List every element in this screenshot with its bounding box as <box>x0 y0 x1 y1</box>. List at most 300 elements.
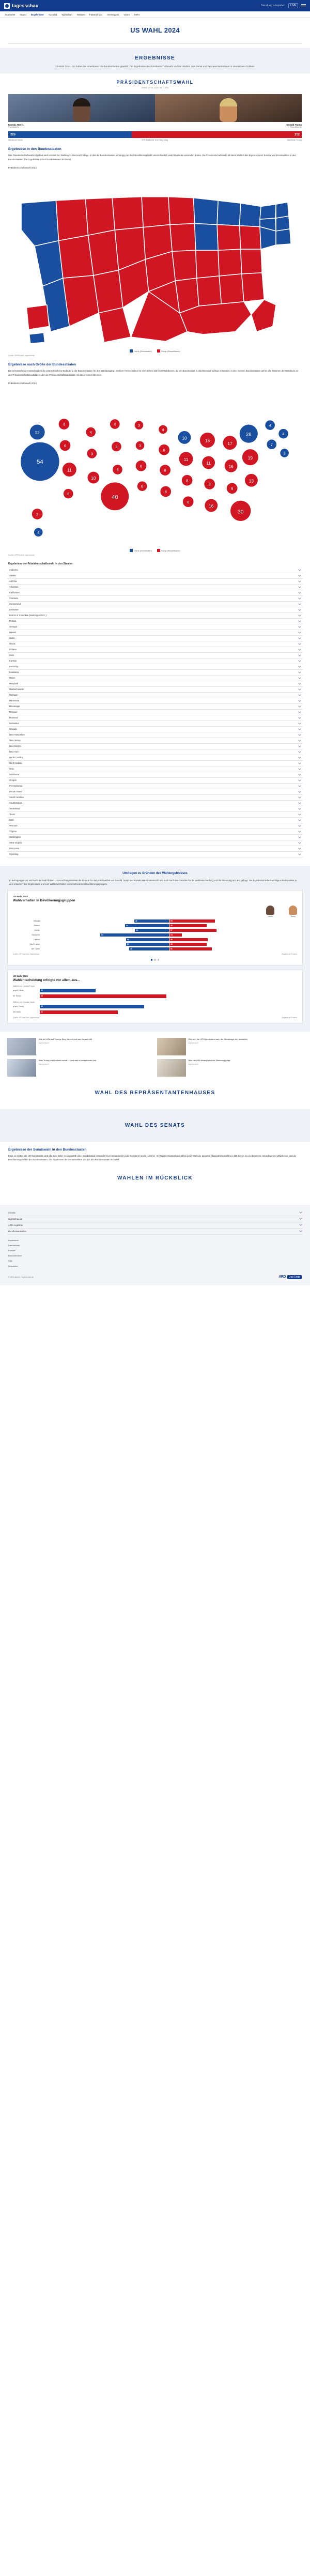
state-accordion-label: Delaware <box>9 608 19 611</box>
results-band <box>0 48 310 74</box>
chevron-down-icon <box>298 659 301 662</box>
state-accordion-item[interactable] <box>7 829 303 835</box>
state-accordion-label: Maryland <box>9 682 19 685</box>
teaser-item[interactable] <box>157 1059 303 1077</box>
das-erste-label: Das Erste <box>287 1275 302 1279</box>
group-value-harris: 52 <box>127 943 129 946</box>
mini-name-trump: Trump <box>290 915 296 918</box>
footer-accordion-item[interactable] <box>7 1229 303 1235</box>
tagesschau-logo-icon <box>4 3 10 9</box>
carousel-dot-1[interactable] <box>151 959 153 961</box>
state-accordion-item[interactable] <box>7 749 303 755</box>
state-accordion-label: Mississippi <box>9 705 20 708</box>
survey-card-motivation-eyebrow: US-Wahl 2024 <box>13 974 28 977</box>
state-accordion-label: Wisconsin <box>9 847 20 850</box>
motivation-bar-row <box>13 989 297 992</box>
chevron-down-icon <box>298 687 301 691</box>
survey-card-groups-title: Wahlverhalten in Bevölkerungsgruppen <box>13 899 75 903</box>
group-label: 65+ Jahre <box>31 948 40 950</box>
state-accordion-item[interactable] <box>7 738 303 744</box>
svg-text:8: 8 <box>164 468 166 473</box>
state-accordion-label: Ohio <box>9 768 14 771</box>
map2-legend <box>0 547 310 552</box>
group-label: Männer <box>33 920 40 923</box>
motivation-bar: 30 <box>40 989 96 992</box>
footer-link[interactable]: Kontakt <box>8 1249 16 1252</box>
motivation-chart-harris <box>13 1005 297 1014</box>
footer-accordion <box>0 1210 310 1235</box>
state-accordion-item[interactable] <box>7 732 303 738</box>
state-accordion-label: Texas <box>9 813 15 816</box>
state-accordion-label: Arkansas <box>9 586 19 589</box>
chevron-down-icon <box>299 1211 302 1214</box>
motivation-subhead-2: Wähler von Kamala Harris <box>13 1001 35 1003</box>
chevron-down-icon <box>298 767 301 770</box>
chevron-down-icon <box>298 722 301 725</box>
state-accordion-item[interactable] <box>7 801 303 806</box>
survey-card-motivation-title: Wahlentscheidung erfolgte vor allem aus... <box>13 978 80 982</box>
state-accordion-item[interactable] <box>7 727 303 732</box>
svg-text:11: 11 <box>206 461 211 466</box>
carousel-dot-2[interactable] <box>154 959 156 961</box>
state-accordion-item[interactable] <box>7 812 303 818</box>
chevron-down-icon <box>298 756 301 759</box>
state-accordion-label: Wyoming <box>9 853 19 856</box>
map2-legend-harris: Harris (Demokraten) <box>130 549 151 552</box>
motivation-bar: 56 <box>40 1005 144 1008</box>
motivation-bar-row <box>13 994 297 998</box>
state-accordion-item[interactable] <box>7 710 303 715</box>
chevron-down-icon <box>298 665 301 668</box>
svg-text:4: 4 <box>114 422 116 427</box>
state-accordion-label: South Dakota <box>9 802 23 805</box>
footer-bottom <box>0 1270 310 1285</box>
chevron-down-icon <box>298 784 301 787</box>
svg-text:16: 16 <box>228 464 234 469</box>
chevron-down-icon <box>298 807 301 810</box>
svg-text:11: 11 <box>67 468 72 473</box>
electoral-legend-center: 270 Wahlleute zum Sieg nötig <box>142 139 168 142</box>
chevron-down-icon <box>298 744 301 747</box>
state-accordion-item[interactable] <box>7 784 303 789</box>
chevron-down-icon <box>298 790 301 793</box>
state-accordion-item[interactable] <box>7 721 303 727</box>
senate-states-heading: Ergebnisse der Senatswahl in den Bundesstaaten <box>8 1147 87 1152</box>
state-accordion-label: Maine <box>9 677 16 680</box>
hamburger-menu-icon[interactable] <box>301 4 306 7</box>
nav-item-faktenfinder[interactable]: Faktenfinder <box>89 13 103 16</box>
groups-chart <box>13 919 297 950</box>
state-accordion-label: New Jersey <box>9 739 21 742</box>
nav-item-inland[interactable]: Inland <box>20 13 26 16</box>
group-bar-row <box>13 943 297 946</box>
nav-item-ergebnisse[interactable]: Ergebnisse <box>30 13 44 16</box>
mini-name-harris: Harris <box>268 915 273 918</box>
footer-link[interactable]: Impressum <box>8 1238 19 1241</box>
chevron-down-icon <box>298 579 301 582</box>
footer-accordion-label: tagesschau.de <box>8 1217 23 1220</box>
teaser-text: Was die USA bewegt und die Stimmung prägt <box>188 1059 230 1062</box>
svg-text:30: 30 <box>237 509 244 515</box>
electoral-bar-harris: 226 <box>8 131 132 138</box>
state-accordion-item[interactable] <box>7 806 303 812</box>
state-accordion-label: Hawaii <box>9 631 16 634</box>
motivation-label: für Harris <box>13 1011 21 1014</box>
electoral-legend-right: Wahlleute Trump <box>287 139 302 142</box>
state-accordion-item[interactable] <box>7 568 303 573</box>
state-accordion-label: New Hampshire <box>9 733 25 737</box>
chevron-down-icon <box>298 676 301 679</box>
teaser-meta: tagesschau24 <box>188 1041 199 1044</box>
live-button[interactable]: LIVE <box>288 3 298 8</box>
state-accordion-label: Oklahoma <box>9 773 20 776</box>
map1-caption: Quelle: AP/Reuters, tagesschau <box>8 355 35 357</box>
group-label: Weiße <box>34 929 40 932</box>
teaser-item[interactable] <box>157 1038 303 1055</box>
footer-link[interactable]: Hilfe <box>8 1259 13 1262</box>
group-bars <box>41 919 297 923</box>
state-accordion-label: Washington <box>9 836 21 839</box>
footer-link[interactable]: Datenschutz <box>8 1244 20 1247</box>
map1-legend-harris: Harris (Demokraten) <box>130 349 151 352</box>
chevron-down-icon <box>298 636 301 639</box>
state-accordion-item[interactable] <box>7 715 303 721</box>
states-intro-text: Das Präsidentschaftswahl-Ergebnis wird ermittelt am Wahltag in Electoral College. In das die Bundesstaaten abhängig von ihrer Bevölkerungszahl unterschiedlich viele Wahlleute entsenden dürfen. Die Präsidentschaftswahl ist damit letztlich das Ergebnis einer Summe von Einzelwahlen in den Bundesstaaten. Die Ergebnisse in den Bundesstaaten im Detail. <box>8 154 296 161</box>
svg-text:12: 12 <box>35 431 40 436</box>
state-accordion-item[interactable] <box>7 818 303 823</box>
svg-text:8: 8 <box>186 478 189 483</box>
teaser-item[interactable] <box>7 1059 153 1077</box>
states-intro-block <box>0 141 310 161</box>
state-accordion-item[interactable] <box>7 846 303 852</box>
svg-text:6: 6 <box>116 467 119 472</box>
group-bars <box>41 943 297 946</box>
electoral-legend-left: Wahlleute Harris <box>8 139 23 142</box>
chevron-down-icon <box>298 830 301 833</box>
state-accordion-item[interactable] <box>7 636 303 641</box>
state-accordion-item[interactable] <box>7 670 303 676</box>
svg-text:4: 4 <box>63 422 65 427</box>
carousel-dot-3[interactable] <box>158 959 160 961</box>
state-accordion-item[interactable] <box>7 676 303 681</box>
ard-label: ARD <box>278 1275 286 1279</box>
chevron-down-icon <box>298 670 301 673</box>
svg-text:3: 3 <box>138 443 142 449</box>
state-accordion-item[interactable] <box>7 590 303 596</box>
bubble-map-svg <box>5 387 305 547</box>
state-accordion-item[interactable] <box>7 613 303 619</box>
chevron-down-icon <box>298 614 301 617</box>
state-accordion-label: Virginia <box>9 830 17 833</box>
state-accordion-label: Michigan <box>9 694 18 697</box>
state-accordion-item[interactable] <box>7 607 303 613</box>
chevron-down-icon <box>298 835 301 838</box>
chevron-down-icon <box>298 602 301 605</box>
state-accordion-item[interactable] <box>7 653 303 658</box>
state-accordion-label: Kentucky <box>9 665 19 668</box>
footer-accordion-item[interactable] <box>7 1222 303 1229</box>
motivation-label: für Trump <box>13 995 21 998</box>
chevron-down-icon <box>298 750 301 753</box>
chevron-down-icon <box>299 1223 302 1226</box>
mini-portrait-trump <box>289 906 297 918</box>
group-value-harris: 48 <box>130 948 132 950</box>
state-accordion-label: Utah <box>9 819 14 822</box>
group-bar-row <box>13 929 297 932</box>
nav-item-wissen[interactable]: Wissen <box>76 13 85 16</box>
chevron-down-icon <box>298 841 301 844</box>
chevron-down-icon <box>298 568 301 571</box>
chevron-down-icon <box>299 1217 302 1220</box>
svg-text:3: 3 <box>115 444 118 450</box>
footer-accordion-label: Service <box>8 1211 16 1214</box>
state-accordion-item[interactable] <box>7 693 303 698</box>
electoral-vote-bar <box>8 131 302 141</box>
footer-link[interactable]: Barrierefreiheit <box>8 1254 22 1257</box>
chevron-down-icon <box>298 608 301 611</box>
surveys-section <box>0 866 310 1032</box>
footer-accordion-item[interactable] <box>7 1210 303 1216</box>
state-accordion-label: Massachusetts <box>9 688 24 691</box>
state-accordion-item[interactable] <box>7 596 303 602</box>
map1-legend-trump: Trump (Republikaner) <box>157 349 180 352</box>
motivation-label: gegen Trump <box>13 1005 24 1008</box>
state-accordion-item[interactable] <box>7 624 303 630</box>
state-accordion-item[interactable] <box>7 647 303 653</box>
svg-text:8: 8 <box>164 489 167 495</box>
chevron-down-icon <box>298 648 301 651</box>
senate-states-block <box>0 1142 310 1162</box>
state-accordion-label: New York <box>9 750 19 754</box>
chevron-down-icon <box>298 596 301 600</box>
nav-item-mehr[interactable]: Mehr <box>134 13 140 16</box>
page-hero <box>0 18 310 39</box>
svg-text:4: 4 <box>269 423 271 428</box>
motivation-label: gegen Harris <box>13 989 24 992</box>
state-accordion-item[interactable] <box>7 641 303 647</box>
state-accordion-label: Connecticut <box>9 603 21 606</box>
nav-item-investigativ[interactable]: Investigativ <box>107 13 119 16</box>
map2-title: Präsidentschaftswahl 2024 <box>8 382 37 385</box>
state-accordion-label: Montana <box>9 716 18 719</box>
state-accordion-item[interactable] <box>7 744 303 749</box>
survey-card-motivation-source: Quelle: AP VoteCast / tagesschau <box>13 1016 39 1019</box>
motivation-bar-row <box>13 1005 297 1008</box>
group-value-trump: 51 <box>171 948 173 950</box>
divider <box>8 43 302 44</box>
chevron-down-icon <box>298 818 301 821</box>
survey-card-motivation-unit: Angaben in Prozent <box>282 1016 297 1019</box>
group-value-harris: 42 <box>135 920 137 923</box>
group-label: 18-29 Jahre <box>29 943 40 946</box>
presidential-timestamp: Stand: 07.01.2025, 08:11 Uhr <box>141 86 169 89</box>
svg-text:4: 4 <box>37 530 40 535</box>
footer-accordion-item[interactable] <box>7 1216 303 1222</box>
house-band <box>0 1077 310 1109</box>
surveys-title: Umfragen zu Gründen des Wahlergebnisses <box>122 871 188 875</box>
teaser-thumbnail <box>7 1038 36 1055</box>
surveys-intro: In Befragungen vor und nach der Wahl haben US-Forschungsinstitute die Gründe für das Abschneiden von Donald Trump und Kamala Harris untersucht und auch nach den Gründen für die Wahlentscheidung und die Stimmung im Land gefragt. Die Ergebnisse liefern wichtige Anhaltspunkte zu den Ursachen des Ergebnisses und zum Wählerverhalten bei verschiedenen Bevölkerungsgruppen. <box>9 879 297 886</box>
chevron-down-icon <box>298 852 301 855</box>
state-accordion-item[interactable] <box>7 789 303 795</box>
state-accordion-label: Vermont <box>9 824 18 827</box>
state-accordion-label: Colorado <box>9 597 18 600</box>
senate-band-title: WAHL DES SENATS <box>125 1122 185 1128</box>
state-accordion-item[interactable] <box>7 761 303 766</box>
survey-card-groups-headers <box>13 906 297 917</box>
svg-text:4: 4 <box>162 427 164 433</box>
candidate-harris-name: Kamala Harris <box>8 124 24 127</box>
state-accordion-item[interactable] <box>7 687 303 693</box>
copyright: © ARD-aktuell / tagesschau.de <box>8 1276 34 1278</box>
nav-item-startseite[interactable]: Startseite <box>5 13 16 16</box>
chevron-down-icon <box>298 574 301 577</box>
svg-text:6: 6 <box>187 499 190 504</box>
group-label: Frauen <box>34 925 40 927</box>
chevron-down-icon <box>298 631 301 634</box>
svg-text:3: 3 <box>137 423 140 428</box>
state-accordion-item[interactable] <box>7 772 303 778</box>
state-accordion-item[interactable] <box>7 602 303 607</box>
chevron-down-icon <box>298 778 301 781</box>
state-accordion-label: Nebraska <box>9 722 19 725</box>
chevron-down-icon <box>298 716 301 719</box>
group-bars <box>41 938 297 941</box>
state-accordion-label: Iowa <box>9 654 14 657</box>
results-band-title: ERGEBNISSE <box>135 55 175 61</box>
state-accordion-item[interactable] <box>7 778 303 784</box>
svg-text:6: 6 <box>163 448 165 453</box>
chevron-down-icon <box>298 847 301 850</box>
bubble-intro-heading: Ergebnisse nach Größe der Bundesstaaten <box>8 363 76 367</box>
main-navigation <box>0 11 310 18</box>
state-accordion-label: Georgia <box>9 625 17 628</box>
brand-logo[interactable] <box>4 3 39 9</box>
chevron-down-icon <box>298 699 301 702</box>
candidate-harris-party: Demokraten <box>8 126 19 129</box>
chevron-down-icon <box>298 704 301 708</box>
footer-accordion-label: ARD-Angebote <box>8 1223 23 1226</box>
survey-card-groups <box>7 890 303 965</box>
state-accordion-label: New Mexico <box>9 745 21 748</box>
group-bar-row <box>13 938 297 941</box>
footer-accordion-label: Rundfunkanstalten <box>8 1230 26 1233</box>
candidate-harris <box>8 94 155 128</box>
state-accordion-item[interactable] <box>7 795 303 801</box>
nav-item-ausland[interactable]: Ausland <box>48 13 57 16</box>
states-accordion-title: Ergebnisse der Präsidentschaftswahl in den Staaten <box>8 562 73 565</box>
state-accordion-label: Kansas <box>9 660 17 663</box>
state-accordion-label: Pennsylvania <box>9 785 22 788</box>
bubble-map[interactable] <box>0 385 310 547</box>
state-accordion-label: Nevada <box>9 728 17 731</box>
nav-item-wirtschaft[interactable]: Wirtschaft <box>61 13 72 16</box>
group-value-harris: 41 <box>136 929 138 932</box>
states-intro-heading: Ergebnisse in den Bundesstaaten <box>8 147 61 151</box>
state-accordion-label: Florida <box>9 620 16 623</box>
state-accordion-label: Alaska <box>9 574 16 577</box>
svg-text:16: 16 <box>209 504 214 509</box>
ard-logo <box>278 1275 302 1279</box>
retrospective-band-title: WAHLEN IM RÜCKBLICK <box>117 1175 193 1181</box>
candidate-trump-party: Republikaner <box>290 126 302 129</box>
chevron-down-icon <box>298 761 301 764</box>
teaser-grid <box>0 1032 310 1077</box>
chevron-down-icon <box>298 653 301 656</box>
group-value-harris: 52 <box>127 939 129 941</box>
carousel-dots[interactable] <box>13 959 297 961</box>
group-value-trump: 45 <box>171 925 173 927</box>
chevron-down-icon <box>298 727 301 730</box>
group-bar-row <box>13 924 297 927</box>
senate-band <box>0 1109 310 1142</box>
svg-text:3: 3 <box>283 451 286 456</box>
chevron-down-icon <box>298 642 301 645</box>
state-accordion-label: South Carolina <box>9 796 24 799</box>
state-accordion-item[interactable] <box>7 630 303 636</box>
svg-text:15: 15 <box>205 438 210 443</box>
state-accordion-item[interactable] <box>7 704 303 710</box>
state-accordion-item[interactable] <box>7 852 303 857</box>
motivation-bar: 42 <box>40 1010 118 1014</box>
svg-text:6: 6 <box>140 464 143 469</box>
results-band-text: US-Wahl 2024 - So haben die Amerikaner US-Bundesstaaten gewählt: Die Ergebnisse der Präsidentschaftswahl und der Wahlen zum Senat und Repräsentantenhaus in interaktiven Grafiken. <box>55 65 255 68</box>
state-accordion-item[interactable] <box>7 573 303 579</box>
motivation-chart-trump <box>13 989 297 998</box>
svg-text:40: 40 <box>111 494 118 501</box>
state-accordion-item[interactable] <box>7 658 303 664</box>
group-bar-row <box>13 933 297 937</box>
state-accordion-label: Kalifornien <box>9 591 20 594</box>
state-accordion-item[interactable] <box>7 681 303 687</box>
state-accordion-label: Rhode Island <box>9 790 22 793</box>
group-value-harris: 83 <box>101 934 103 937</box>
map2-caption: Quelle: AP/Reuters, tagesschau <box>8 554 35 556</box>
svg-text:8: 8 <box>141 484 144 489</box>
teaser-item[interactable] <box>7 1038 153 1055</box>
state-accordion-item[interactable] <box>7 579 303 585</box>
svg-text:13: 13 <box>249 479 254 484</box>
state-accordion-item[interactable] <box>7 585 303 590</box>
group-value-trump: 15 <box>171 934 173 937</box>
state-accordion-item[interactable] <box>7 835 303 840</box>
electoral-bar-trump: 312 <box>132 131 302 138</box>
state-accordion-item[interactable] <box>7 664 303 670</box>
group-label: Latinos <box>34 939 40 941</box>
state-accordion-label: Minnesota <box>9 699 20 702</box>
svg-text:6: 6 <box>64 443 67 449</box>
group-bars <box>41 924 297 927</box>
state-accordion-label: Arizona <box>9 580 17 583</box>
choropleth-map[interactable] <box>0 169 310 348</box>
state-accordion-item[interactable] <box>7 823 303 829</box>
svg-text:19: 19 <box>247 455 253 461</box>
live-label: Sendung abspielen <box>261 4 286 7</box>
state-accordion-label: Illinois <box>9 642 16 646</box>
state-accordion-item[interactable] <box>7 755 303 761</box>
svg-text:4: 4 <box>282 432 285 437</box>
state-accordion-label: Missouri <box>9 711 18 714</box>
footer-link[interactable]: Newsletter <box>8 1264 18 1267</box>
state-accordion-item[interactable] <box>7 698 303 704</box>
state-accordion-item[interactable] <box>7 619 303 624</box>
states-accordion <box>7 568 303 857</box>
state-accordion-item[interactable] <box>7 840 303 846</box>
group-value-trump: 46 <box>171 939 173 941</box>
nav-item-video[interactable]: Video <box>123 13 130 16</box>
state-accordion-item[interactable] <box>7 766 303 772</box>
teaser-thumbnail <box>157 1059 186 1077</box>
